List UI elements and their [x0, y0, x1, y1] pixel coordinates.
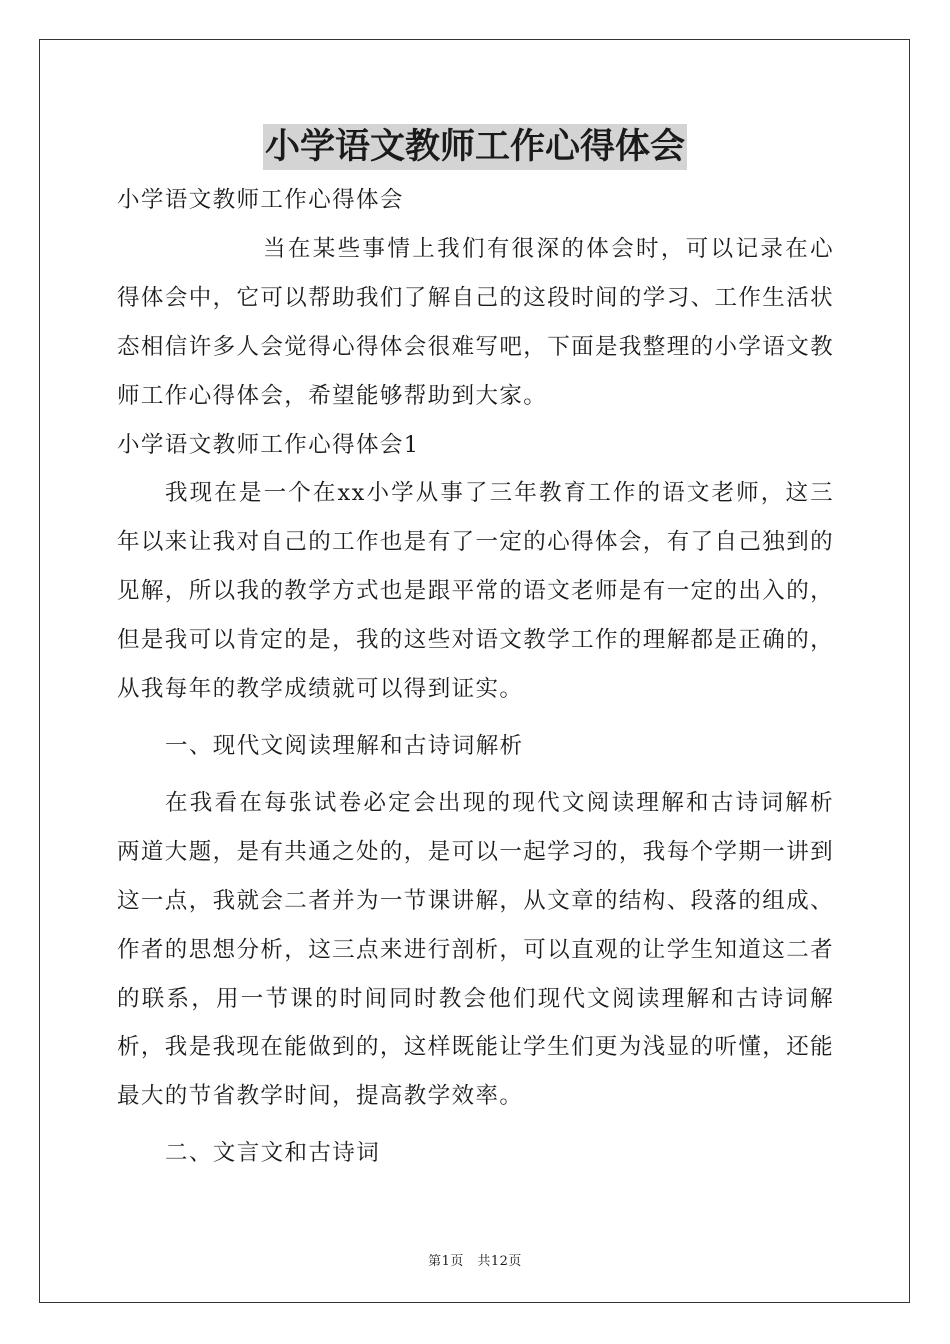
intro-paragraph: 当在某些事情上我们有很深的体会时，可以记录在心得体会中，它可以帮助我们了解自己的这段时间的学习、工作生活状态相信许多人会觉得心得体会很难写吧，下面是我整理的小学语文教师工作心得体会，希望能够帮助到大家。 [117, 235, 835, 409]
section-heading: 小学语文教师工作心得体会1 [117, 431, 420, 458]
document-body [117, 176, 834, 1178]
paragraph-2: 在我看在每张试卷必定会出现的现代文阅读理解和古诗词解析两道大题，是有共通之处的，是可以一起学习的，我每个学期一讲到这一点，我就会二者并为一节课讲解，从文章的结构、段落的组成、作者的思想分析，这三点来进行剖析，可以直观的让学生知道这二者的联系，用一节课的时间同时教会他们现代文阅读理解和古诗词解析，我是我现在能做到的，这样既能让学生们更为浅显的听懂，还能最大的节省教学时间，提高教学效率。 [117, 789, 835, 1110]
document-subtitle: 小学语文教师工作心得体会 [117, 187, 404, 213]
page-footer: 第1页 共12页 [428, 1254, 522, 1269]
heading-2: 二、文言文和古诗词 [165, 1140, 381, 1167]
heading-1: 一、现代文阅读理解和古诗词解析 [165, 732, 524, 759]
document-title: 小学语文教师工作心得体会 [263, 124, 687, 170]
title-container [0, 124, 950, 170]
paragraph-1: 我现在是一个在xx小学从事了三年教育工作的语文老师，这三年以来让我对自己的工作也是有了一定的心得体会，有了自己独到的见解，所以我的教学方式也是跟平常的语文老师是有一定的出入的，但是我可以肯定的是，我的这些对语文教学工作的理解都是正确的，从我每年的教学成绩就可以得到证实。 [117, 480, 835, 703]
